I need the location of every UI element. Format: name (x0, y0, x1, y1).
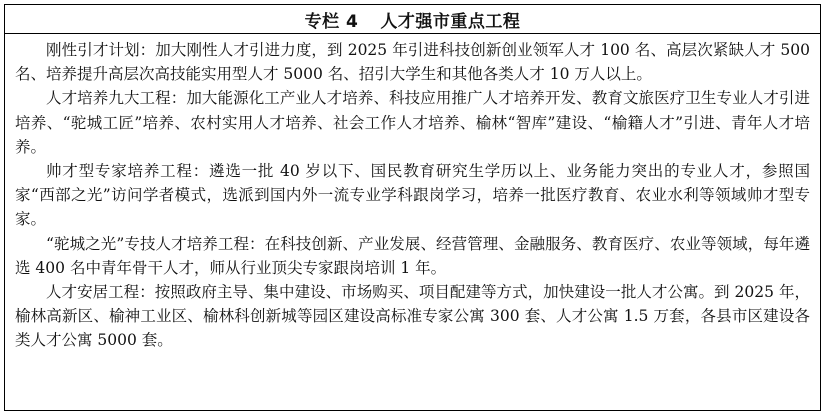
paragraph-tuocheng-light-project: “驼城之光”专技人才培养工程：在科技创新、产业发展、经营管理、金融服务、教育医疗、农业等领域，每年遴选 400 名中青年骨干人才，师从行业顶尖专家跟岗培训 1 年。 (15, 234, 810, 277)
column-body (5, 34, 820, 353)
paragraph-talent-housing-project: 人才安居工程：按照政府主导、集中建设、市场购买、项目配建等方式，加快建设一批人才公寓。到 2025 年，榆林高新区、榆神工业区、榆林科创新城等园区建设高标准专家公寓 300 套、人才公寓 1.5 万套，各县市区建设各类人才公寓 5000 套。 (15, 283, 810, 350)
column-title: 人才强市重点工程 (380, 11, 521, 32)
column-label: 专栏 4 (304, 11, 359, 32)
column-header (5, 5, 820, 34)
paragraph-leading-expert-project: 帅才型专家培养工程：遴选一批 40 岁以下、国民教育研究生学历以上、业务能力突出的专业人才，参照国家“西部之光”访问学者模式，选派到国内外一流专业学科跟岗学习，培养一批医疗教育、农业水利等领域帅才型专家。 (15, 162, 810, 229)
paragraph-talent-nine-projects: 人才培养九大工程：加大能源化工产业人才培养、科技应用推广人才培养开发、教育文旅医疗卫生专业人才引进培养、“驼城工匠”培养、农村实用人才培养、社会工作人才培养、榆林“智库”建设、“榆籍人才”引进、青年人才培养。 (15, 89, 810, 156)
paragraph-rigid-talent-plan: 刚性引才计划：加大刚性人才引进力度，到 2025 年引进科技创新创业领军人才 100 名、高层次紧缺人才 500 名、培养提升高层次高技能实用型人才 5000 名、招引大学生和其他各类人才 10 万人以上。 (15, 41, 810, 84)
column-box (4, 4, 821, 411)
